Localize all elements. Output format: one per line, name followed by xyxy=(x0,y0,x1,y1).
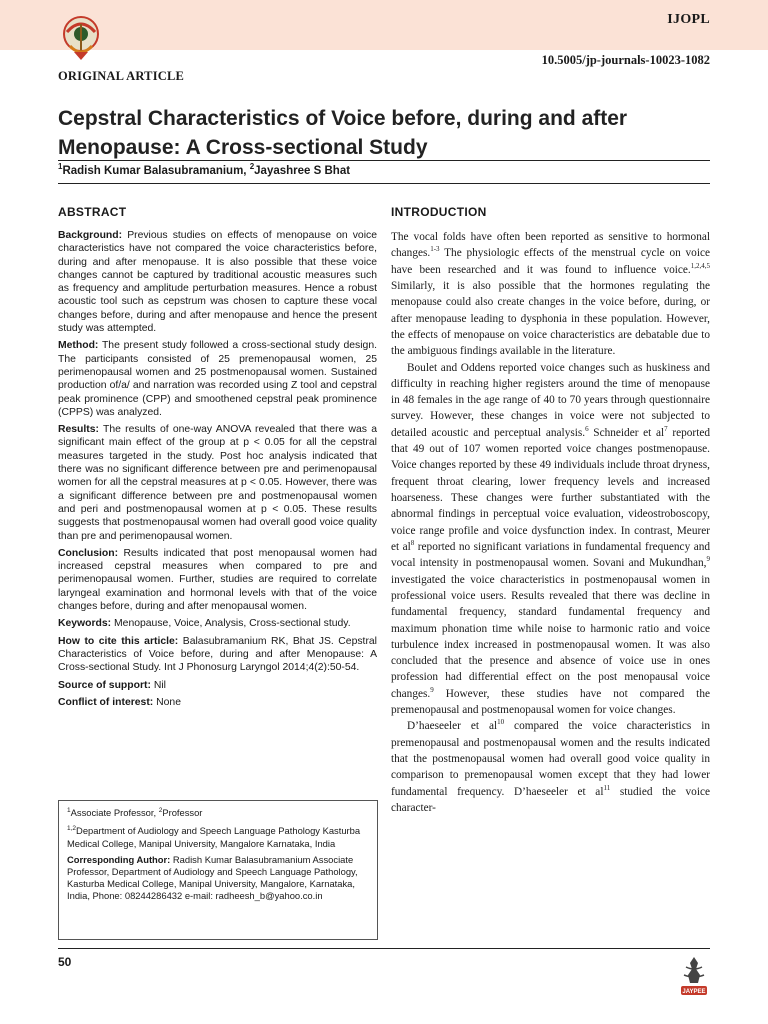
positions: $^1$Associate Professor, $^2$Professor xyxy=(67,807,203,819)
authors xyxy=(58,162,350,177)
abstract-column xyxy=(58,205,377,713)
publisher-logo-icon xyxy=(674,955,714,997)
authors-rule xyxy=(58,183,710,184)
title-rule xyxy=(58,160,710,161)
intro-paragraph-1: The vocal folds have often been reported as sensitive to hormonal changes.$^{1-3}$ The physiologic effects of the menstrual cycle on voice have been researched and it was found to influence voice.$^{1,2,4,5}$ Similarly, it is also possible that the hormones regulating the menopause could also create changes in the voice before, during, or after menopause leading to dysphonia in these population. However, the effects of menopause on voice characteristics are debatable due to the ambiguous findings available in the literature. xyxy=(391,231,710,358)
keywords: Keywords: Menopause, Voice, Analysis, Cross-sectional study. xyxy=(58,618,351,630)
abstract-results: Results: The results of one-way ANOVA revealed that there was a significant main effect of the group at p < 0.05 for all the cepstral measures targeted in the study. Post hoc analysis indicated that there was no significant difference between pre and perimenopausal women for all the cepstral measures at p < 0.05. However, there was a significant difference between pre and postmenopausal women and peri and postmenopausal women at p < 0.05. These results suggests that postmenopausal women had overall good voice quality than pre and perimenopausal women. xyxy=(58,424,377,542)
article-type: ORIGINAL ARTICLE xyxy=(58,69,185,83)
author2-name: Jayashree S Bhat xyxy=(254,164,351,177)
page-number: 50 xyxy=(58,955,72,969)
journal-logo-icon xyxy=(56,14,106,64)
introduction-column xyxy=(391,205,710,816)
paper-title: Cepstral Characteristics of Voice before, during and after Menopause: A Cross-sectional Study xyxy=(58,107,628,159)
header-band xyxy=(0,0,768,50)
source-of-support: Source of support: Nil xyxy=(58,679,166,691)
abstract-method: Method: The present study followed a cross-sectional study design. The participants consisted of 25 premenopausal women, 25 perimenopausal women and 25 postmenopausal women. Sustained production of/a/ and narration was recorded using Z tool and cepstral peak prominence (CPP) and smoothened cepstral peak prominence (CPPS) was analyzed. xyxy=(58,340,377,418)
doi: 10.5005/jp-journals-10023-1082 xyxy=(541,53,710,67)
conflict-of-interest: Conflict of interest: None xyxy=(58,696,181,708)
department: $^{1,2}$Department of Audiology and Speech Language Pathology Kasturba Medical College, Manipal University, Mangalore Karnataka, India xyxy=(67,825,361,849)
publisher-logo-text: JAYPEE xyxy=(682,989,706,995)
abstract-heading: ABSTRACT xyxy=(58,205,127,219)
intro-paragraph-3: D’haeseeler et $al^{10}$ compared the voice characteristics in premenopausal and postmenopausal women and the results indicated that the postmenopausal women had overall good voice quality in comparison to premenopausal women except that they had lower fundamental frequency. D’haeseeler et $al^{11}$ studied the voice character- xyxy=(391,718,710,814)
affiliation-box xyxy=(58,800,378,940)
intro-paragraph-2: Boulet and Oddens reported voice changes such as huskiness and difficulty in reaching higher registers around the time of menopause in 48 females in the age range of 40 to 70 years through questionnaire survey. However, these changes in voice were not subjected to detailed acoustic and perceptual analysis.$^6$ Schneider et $al^7$ reported that 49 out of 107 women reported voice changes postmenopause. Voice changes reported by these 49 individuals include throat dryness, frequent throat clearing, lower frequency levels and increased hoarseness. These changes were further substantiated with the abnormal findings in perceptual voice evaluation, videostroboscopy, voice range profile and voice dysfunction index. In contrast, Meurer et $al^8$ reported no significant variations in fundamental frequency and vocal intensity in postmenopausal women. Sovani and Mukundhan,$^9$ investigated the voice characteristics in postmenopausal women in professional voice users. Results revealed that there was decline in fundamental frequency, standard fundamental frequency and maximum phonation time while noise to harmonic ratio and voice turbulence index increased in postmenopausal women. It was also concluded that the presence and absence of voice use in ones profession had differential effect on the post menopausal voice changes.$^9$ However, these studies have not compared the premenopausal and postmenopausal women for voice changes. xyxy=(391,361,711,717)
citation: How to cite this article: Balasubramanium RK, Bhat JS. Cepstral Characteristics of Voice before, during and after Menopause: A Cross-sectional Study. Int J Phonosurg Laryngol 2014;4(2):50-54. xyxy=(58,635,377,674)
abstract-conclusion: Conclusion: Results indicated that post menopausal women had increased cepstral measures when compared to pre and perimenopausal women. Further, studies are required to correlate laryngeal examination and hormonal levels with that of the voice changes before, during and after menopausal women. xyxy=(58,547,377,613)
author1-mark: 1 xyxy=(58,162,63,171)
footer-rule xyxy=(58,948,710,949)
abstract-background: Background: Previous studies on effects of menopause on voice characteristics have not compared the voice characteristics before, during and after menopause. It is also possible that these voice changes cannot be captured by traditional acoustic measures such as frequency and amplitude perturbation measures. Hence a robust acoustic tool such as cepstrum was chosen to capture these vocal changes before, during and after menopause and hence the present study was attempted. xyxy=(58,230,377,335)
corresponding-author: Corresponding Author: Radish Kumar Balasubramanium Associate Professor, Department of Audiology and Speech Language Pathology, Kasturba Medical College, Manipal University, Mangalore, Karnataka, India, Phone: 08244286432 e-mail: radheesh_b@yahoo.co.in xyxy=(67,853,358,902)
author2-mark: 2 xyxy=(249,162,255,171)
introduction-heading: INTRODUCTION xyxy=(391,205,487,219)
author1-name: Radish Kumar Balasubramanium, xyxy=(62,164,250,177)
journal-name: IJOPL xyxy=(667,12,710,27)
